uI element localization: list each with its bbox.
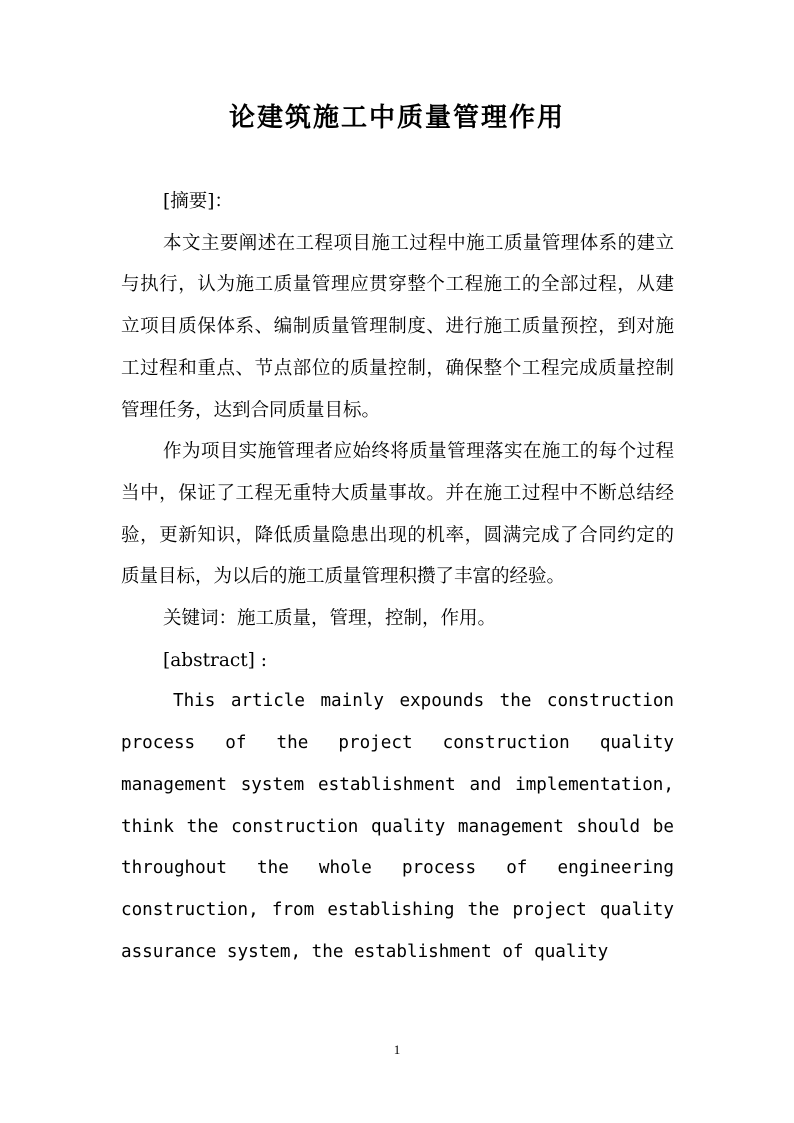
abstract-label: [摘要]：: [163, 191, 233, 212]
english-abstract-text: This article mainly expounds the construction process of the project construction quality management system establishment and implementation, think the construction quality management should be throughout the whole process of engineering construction, from establishing the project quality assurance system, the establishment of quality: [121, 691, 674, 962]
document-title: 论建筑施工中质量管理作用: [228, 103, 565, 133]
abstract-paragraph-2: 作为项目实施管理者应始终将质量管理落实在施工的每个过程当中，保证了工程无重特大质量事故。并在施工过程中不断总结经验，更新知识，降低质量隐患出现的机率，圆满完成了合同约定的质量目标，为以后的施工质量管理积攒了丰富的经验。: [121, 441, 674, 588]
keywords-line: 关键词：施工质量，管理，控制，作用。: [163, 608, 497, 630]
english-abstract-label: [abstract] :: [163, 649, 268, 671]
page-number: 1: [393, 1042, 401, 1057]
abstract-paragraph-1: 本文主要阐述在工程项目施工过程中施工质量管理体系的建立与执行，认为施工质量管理应贯穿整个工程施工的全部过程，从建立项目质保体系、编制质量管理制度、进行施工质量预控，到对施工过程和重点、节点部位的质量控制，确保整个工程完成质量控制管理任务，达到合同质量目标。: [121, 232, 674, 421]
document-body: [121, 181, 674, 973]
